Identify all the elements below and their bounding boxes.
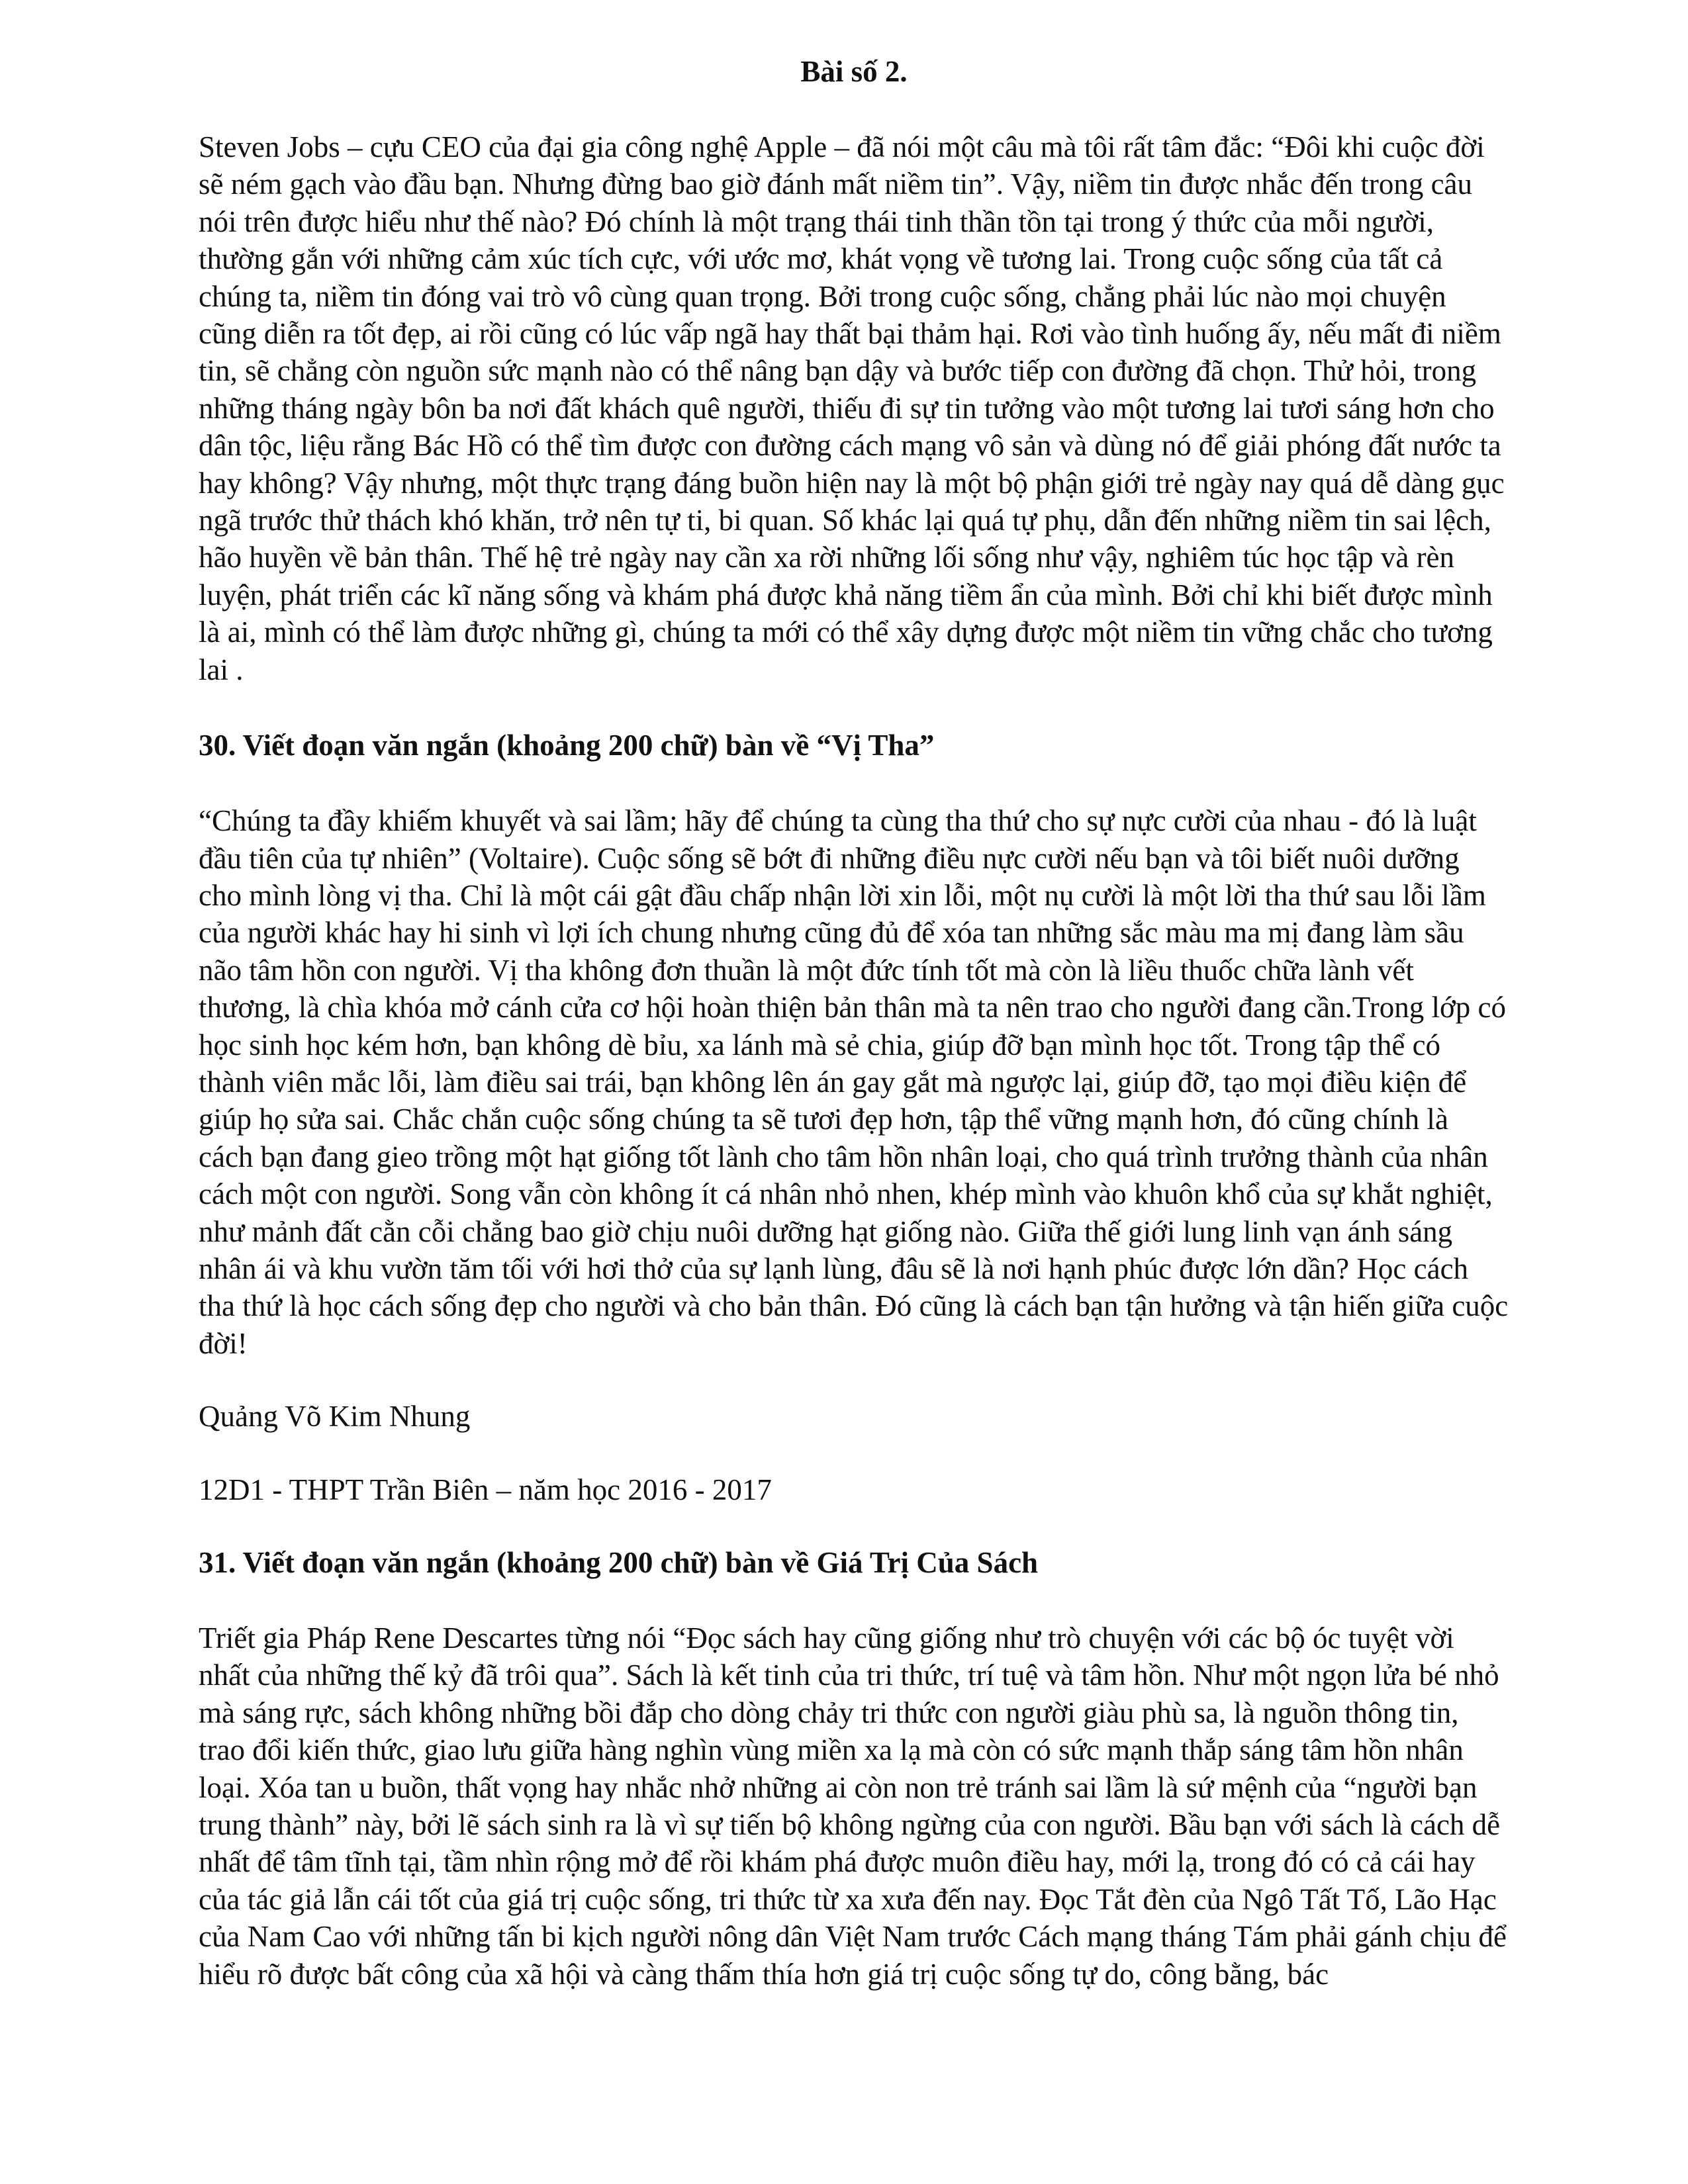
heading-gia-tri-cua-sach: 31. Viết đoạn văn ngắn (khoảng 200 chữ) bàn về Giá Trị Của Sách bbox=[199, 1546, 1039, 1579]
author-name: Quảng Võ Kim Nhung bbox=[199, 1400, 471, 1433]
document-page bbox=[199, 53, 1509, 1993]
page-title: Bài số 2. bbox=[800, 55, 908, 88]
paragraph-gia-tri-cua-sach: Triết gia Pháp Rene Descartes từng nói “Đọc sách hay cũng giống như trò chuyện với các bộ óc tuyệt vời nhất của những thế kỷ đã trôi qua”. Sách là kết tinh của tri thức, trí tuệ và tâm hồn. Như một ngọn lửa bé nhỏ mà sáng rực, sách không những bồi đắp cho dòng chảy tri thức con người giàu phù sa, là nguồn thông tin, trao đổi kiến thức, giao lưu giữa hàng nghìn vùng miền xa lạ mà còn có sức mạnh thắp sáng tâm hồn nhân loại. Xóa tan u buồn, thất vọng hay nhắc nhở những ai còn non trẻ tránh sai lầm là sứ mệnh của “người bạn trung thành” này, bởi lẽ sách sinh ra là vì sự tiến bộ không ngừng của con người. Bầu bạn với sách là cách dễ nhất để tâm tĩnh tại, tầm nhìn rộng mở để rồi khám phá được muôn điều hay, mới lạ, trong đó có cả cái hay của tác giả lẫn cái tốt của giá trị cuộc sống, tri thức từ xa xưa đến nay. Đọc Tắt đèn của Ngô Tất Tố, Lão Hạc của Nam Cao với những tấn bi kịch người nông dân Việt Nam trước Cách mạng tháng Tám phải gánh chịu để hiểu rõ được bất công của xã hội và càng thấm thía hơn giá trị cuộc sống tự do, công bằng, bác bbox=[199, 1621, 1507, 1991]
author-school: 12D1 - THPT Trần Biên – năm học 2016 - 2017 bbox=[199, 1473, 772, 1506]
paragraph-vi-tha: “Chúng ta đầy khiếm khuyết và sai lầm; hãy để chúng ta cùng tha thứ cho sự nực cười của nhau - đó là luật đầu tiên của tự nhiên” (Voltaire). Cuộc sống sẽ bớt đi những điều nực cười nếu bạn và tôi biết nuôi dưỡng cho mình lòng vị tha. Chỉ là một cái gật đầu chấp nhận lời xin lỗi, một nụ cười là một lời tha thứ sau lỗi lầm của người khác hay hi sinh vì lợi ích chung nhưng cũng đủ để xóa tan những sắc màu ma mị đang làm sầu não tâm hồn con người. Vị tha không đơn thuần là một đức tính tốt mà còn là liều thuốc chữa lành vết thương, là chìa khóa mở cánh cửa cơ hội hoàn thiện bản thân mà ta nên trao cho người đang cần.Trong lớp có học sinh học kém hơn, bạn không dè bỉu, xa lánh mà sẻ chia, giúp đỡ bạn mình học tốt. Trong tập thể có thành viên mắc lỗi, làm điều sai trái, bạn không lên án gay gắt mà ngược lại, giúp đỡ, tạo mọi điều kiện để giúp họ sửa sai. Chắc chắn cuộc sống chúng ta sẽ tươi đẹp hơn, tập thể vững mạnh hơn, đó cũng chính là cách bạn đang gieo trồng một hạt giống tốt lành cho tâm hồn nhân loại, cho quá trình trưởng thành của nhân cách một con người. Song vẫn còn không ít cá nhân nhỏ nhen, khép mình vào khuôn khổ của sự khắt nghiệt, như mảnh đất cằn cỗi chẳng bao giờ chịu nuôi dưỡng hạt giống nào. Giữa thế giới lung linh vạn ánh sáng nhân ái và khu vườn tăm tối với hơi thở của sự lạnh lùng, đâu sẽ là nơi hạnh phúc được lớn dần? Học cách tha thứ là học cách sống đẹp cho người và cho bản thân. Đó cũng là cách bạn tận hưởng và tận hiến giữa cuộc đời! bbox=[199, 804, 1509, 1360]
heading-vi-tha: 30. Viết đoạn văn ngắn (khoảng 200 chữ) bàn về “Vị Tha” bbox=[199, 729, 935, 762]
paragraph-niem-tin: Steven Jobs – cựu CEO của đại gia công nghệ Apple – đã nói một câu mà tôi rất tâm đắc: “Đôi khi cuộc đời sẽ ném gạch vào đầu bạn. Nhưng đừng bao giờ đánh mất niềm tin”. Vậy, niềm tin được nhắc đến trong câu nói trên được hiểu như thế nào? Đó chính là một trạng thái tinh thần tồn tại trong ý thức của mỗi người, thường gắn với những cảm xúc tích cực, với ước mơ, khát vọng về tương lai. Trong cuộc sống của tất cả chúng ta, niềm tin đóng vai trò vô cùng quan trọng. Bởi trong cuộc sống, chẳng phải lúc nào mọi chuyện cũng diễn ra tốt đẹp, ai rồi cũng có lúc vấp ngã hay thất bại thảm hại. Rơi vào tình huống ấy, nếu mất đi niềm tin, sẽ chẳng còn nguồn sức mạnh nào có thể nâng bạn dậy và bước tiếp con đường đã chọn. Thử hỏi, trong những tháng ngày bôn ba nơi đất khách quê người, thiếu đi sự tin tưởng vào một tương lai tươi sáng hơn cho dân tộc, liệu rằng Bác Hồ có thể tìm được con đường cách mạng vô sản và dùng nó để giải phóng đất nước ta hay không? Vậy nhưng, một thực trạng đáng buồn hiện nay là một bộ phận giới trẻ ngày nay quá dễ dàng gục ngã trước thử thách khó khăn, trở nên tự ti, bi quan. Số khác lại quá tự phụ, dẫn đến những niềm tin sai lệch, hão huyền về bản thân. Thế hệ trẻ ngày nay cần xa rời những lối sống như vậy, nghiêm túc học tập và rèn luyện, phát triển các kĩ năng sống và khám phá được khả năng tiềm ẩn của mình. Bởi chỉ khi biết được mình là ai, mình có thể làm được những gì, chúng ta mới có thể xây dựng được một niềm tin vững chắc cho tương lai . bbox=[199, 130, 1505, 686]
